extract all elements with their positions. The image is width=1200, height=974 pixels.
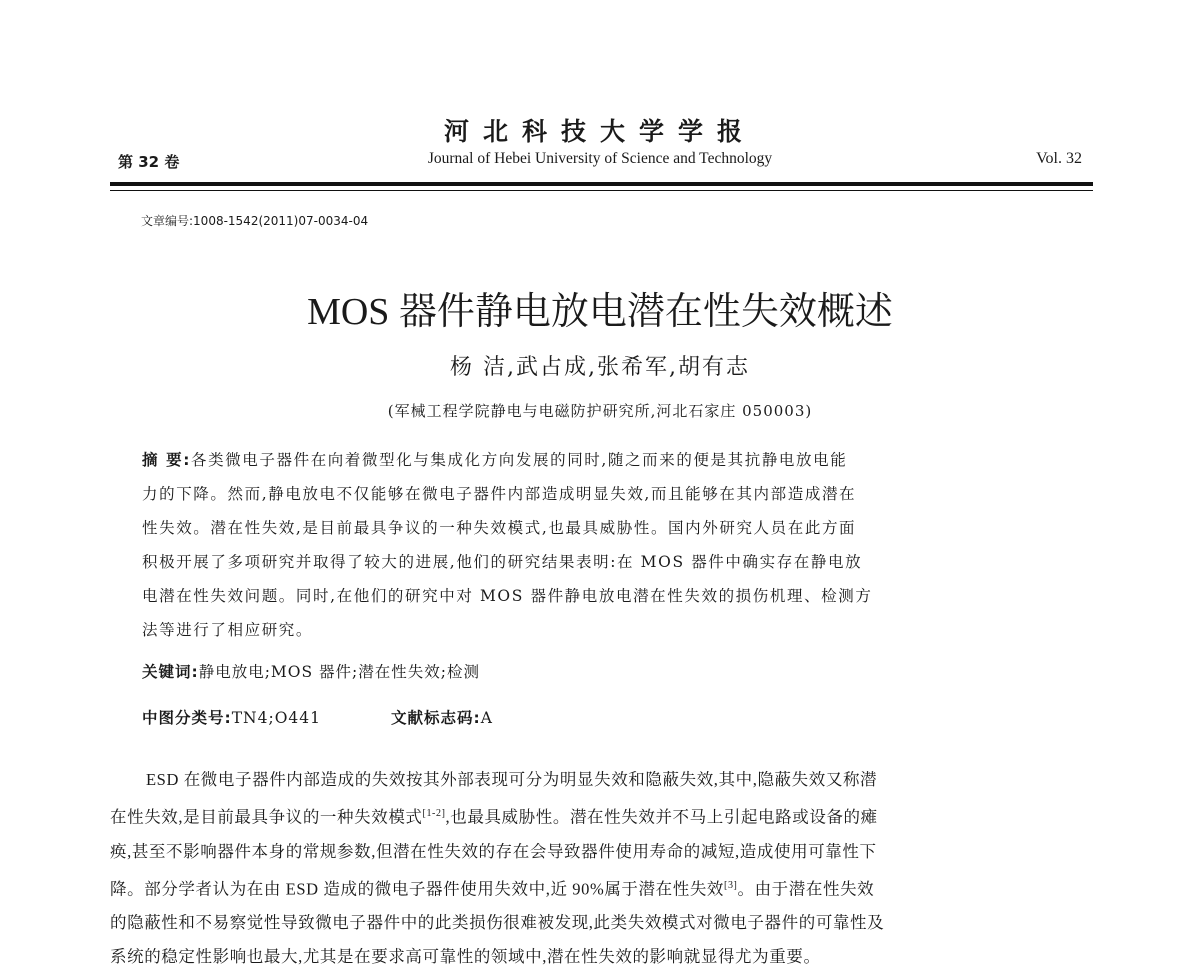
abstract-line: 积极开展了多项研究并取得了较大的进展,他们的研究结果表明:在 MOS 器件中确实存在静电放	[142, 553, 863, 571]
authors: 杨 洁,武占成,张希军,胡有志	[450, 355, 750, 380]
body-line: 系统的稳定性影响也最大,尤其是在要求高可靠性的领域中,潜在性失效的影响就显得尤为重要。	[110, 947, 821, 966]
abstract-line: 电潜在性失效问题。同时,在他们的研究中对 MOS 器件静电放电潜在性失效的损伤机理、检测方	[142, 587, 873, 605]
article-id: 文章编号:1008-1542(2011)07-0034-04	[141, 214, 369, 228]
citation: [3]	[724, 879, 738, 891]
abstract	[142, 443, 1062, 647]
body-text	[110, 763, 1095, 974]
abstract-line: 性失效。潜在性失效,是目前最具争议的一种失效模式,也最具威胁性。国内外研究人员在此方面	[142, 519, 857, 537]
classification	[142, 706, 493, 728]
header-rule-thin	[110, 190, 1093, 191]
volume-cn: 第 32 卷	[118, 153, 180, 171]
keywords	[142, 660, 480, 682]
abstract-line: 力的下降。然而,静电放电不仅能够在微电子器件内部造成明显失效,而且能够在其内部造成潜在	[142, 485, 857, 503]
clc-label: 中图分类号:	[142, 709, 232, 727]
header-rule-thick	[110, 182, 1093, 186]
abstract-line: 法等进行了相应研究。	[142, 621, 314, 639]
body-line: 降。部分学者认为在由 ESD 造成的微电子器件使用失效中,近 90%属于潜在性失效[3]。由于潜在性失效	[110, 879, 875, 898]
abstract-line: 摘 要:各类微电子器件在向着微型化与集成化方向发展的同时,随之而来的便是其抗静电放电能	[142, 451, 848, 469]
affiliation: (军械工程学院静电与电磁防护研究所,河北石家庄 050003)	[387, 402, 813, 420]
body-line: 在性失效,是目前最具争议的一种失效模式[1-2],也最具威胁性。潜在性失效并不马上引起电路或设备的瘫	[110, 807, 878, 827]
journal-title-cn: 河北科技大学学报	[443, 117, 756, 146]
keywords-value: 静电放电;MOS 器件;潜在性失效;检测	[198, 663, 480, 681]
journal-title-en: Journal of Hebei University of Science and Technology	[427, 150, 773, 167]
clc-value: TN4;O441	[231, 709, 321, 727]
body-line: 痪,甚至不影响器件本身的常规参数,但潜在性失效的存在会导致器件使用寿命的减短,造成使用可靠性下	[110, 841, 877, 861]
paper-title: MOS 器件静电放电潜在性失效概述	[307, 291, 893, 333]
doc-code-label: 文献标志码:	[390, 709, 481, 727]
body-line: 的隐蔽性和不易察觉性导致微电子器件中的此类损伤很难被发现,此类失效模式对微电子器件的可靠性及	[110, 913, 885, 932]
volume-en: Vol. 32	[1036, 150, 1082, 167]
citation: [1-2]	[422, 808, 446, 819]
abstract-label: 摘 要:	[142, 451, 191, 469]
body-line: ESD 在微电子器件内部造成的失效按其外部表现可分为明显失效和隐蔽失效,其中,隐蔽失效又称潜	[146, 770, 878, 789]
doc-code-value: A	[480, 709, 493, 727]
keywords-label: 关键词:	[142, 663, 199, 681]
